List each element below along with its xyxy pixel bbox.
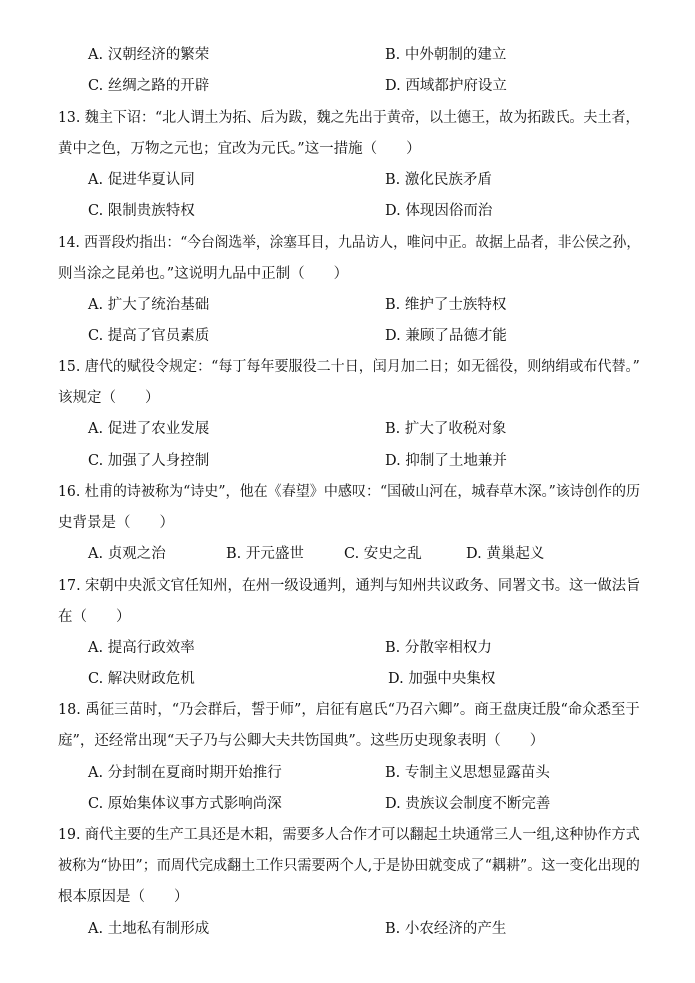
q16-option-d: D. 黄巢起义 xyxy=(466,546,545,562)
q19-stem-line3: 根本原因是（ ） xyxy=(58,889,189,905)
q13-option-c: C. 限制贵族特权 xyxy=(88,203,195,219)
q13-option-b: B. 激化民族矛盾 xyxy=(385,172,492,188)
q17-stem-line2: 在（ ） xyxy=(58,609,131,625)
q16-option-a: A. 贞观之治 xyxy=(88,546,166,562)
q12-option-b: B. 中外朝制的建立 xyxy=(385,47,507,63)
q19-option-b: B. 小农经济的产生 xyxy=(385,921,507,937)
q14-option-a: A. 扩大了统治基础 xyxy=(88,297,210,313)
q12-option-a: A. 汉朝经济的繁荣 xyxy=(88,47,210,63)
q13-stem-line2: 黄中之色，万物之元也；宜改为元氏。”这一措施（ ） xyxy=(58,141,421,157)
q13-option-d: D. 体现因俗而治 xyxy=(385,203,493,219)
q18-stem-line1: 18. 禹征三苗时，“乃会群后，誓于师”，启征有扈氏“乃召六卿”。商王盘庚迁殷“命众悉至于 xyxy=(58,702,640,718)
q14-option-c: C. 提高了官员素质 xyxy=(88,328,210,344)
q13-option-a: A. 促进华夏认同 xyxy=(88,172,195,188)
q16-option-c: C. 安史之乱 xyxy=(344,546,422,562)
q16-stem-line1: 16. 杜甫的诗被称为“诗史”，他在《春望》中感叹：“国破山河在，城春草木深。”该诗创作的历 xyxy=(58,484,641,500)
q17-option-b: B. 分散宰相权力 xyxy=(385,640,492,656)
q13-stem-line1: 13. 魏主下诏：“北人谓土为拓、后为跋，魏之先出于黄帝，以土德王，故为拓跋氏。夫土者， xyxy=(58,110,640,126)
q15-option-c: C. 加强了人身控制 xyxy=(88,453,210,469)
q18-option-c: C. 原始集体议事方式影响尚深 xyxy=(88,796,282,812)
q16-stem-line2: 史背景是（ ） xyxy=(58,515,174,531)
q18-option-d: D. 贵族议会制度不断完善 xyxy=(385,796,551,812)
q15-stem-line1: 15. 唐代的赋役令规定：“每丁每年要服役二十日，闰月加二日；如无徭役，则纳绢或布代替。” xyxy=(58,359,640,375)
q15-option-b: B. 扩大了收税对象 xyxy=(385,421,507,437)
q14-stem-line1: 14. 西晋段灼指出：“今台阁选举，涂塞耳目，九品访人，唯问中正。故据上品者，非公侯之孙， xyxy=(58,235,641,251)
q12-option-c: C. 丝绸之路的开辟 xyxy=(88,78,210,94)
q12-option-d: D. 西域都护府设立 xyxy=(385,78,507,94)
q14-option-b: B. 维护了士族特权 xyxy=(385,297,507,313)
q15-option-d: D. 抑制了土地兼并 xyxy=(385,453,507,469)
q18-option-b: B. 专制主义思想显露苗头 xyxy=(385,765,550,781)
q15-stem-line2: 该规定（ ） xyxy=(58,390,160,406)
q18-stem-line2: 庭”，还经常出现“天子乃与公卿大夫共饬国典”。这些历史现象表明（ ） xyxy=(58,733,545,749)
q14-option-d: D. 兼顾了品德才能 xyxy=(385,328,507,344)
q17-option-c: C. 解决财政危机 xyxy=(88,671,195,687)
q19-stem-line1: 19. 商代主要的生产工具还是木耜，需要多人合作才可以翻起土块通常三人一组,这种协作方式 xyxy=(58,827,640,843)
q19-stem-line2: 被称为“协田”；而周代完成翻土工作只需要两个人,于是协田就变成了“耦耕”。这一变化出现的 xyxy=(58,858,640,874)
q16-option-b: B. 开元盛世 xyxy=(226,546,304,562)
q19-option-a: A. 土地私有制形成 xyxy=(88,921,210,937)
q17-stem-line1: 17. 宋朝中央派文官任知州，在州一级设通判，通判与知州共议政务、同署文书。这一做法旨 xyxy=(58,578,641,594)
q18-option-a: A. 分封制在夏商时期开始推行 xyxy=(88,765,282,781)
q15-option-a: A. 促进了农业发展 xyxy=(88,421,210,437)
q17-option-a: A. 提高行政效率 xyxy=(88,640,195,656)
q14-stem-line2: 则当涂之昆弟也。”这说明九品中正制（ ） xyxy=(58,266,349,282)
q17-option-d: D. 加强中央集权 xyxy=(388,671,496,687)
